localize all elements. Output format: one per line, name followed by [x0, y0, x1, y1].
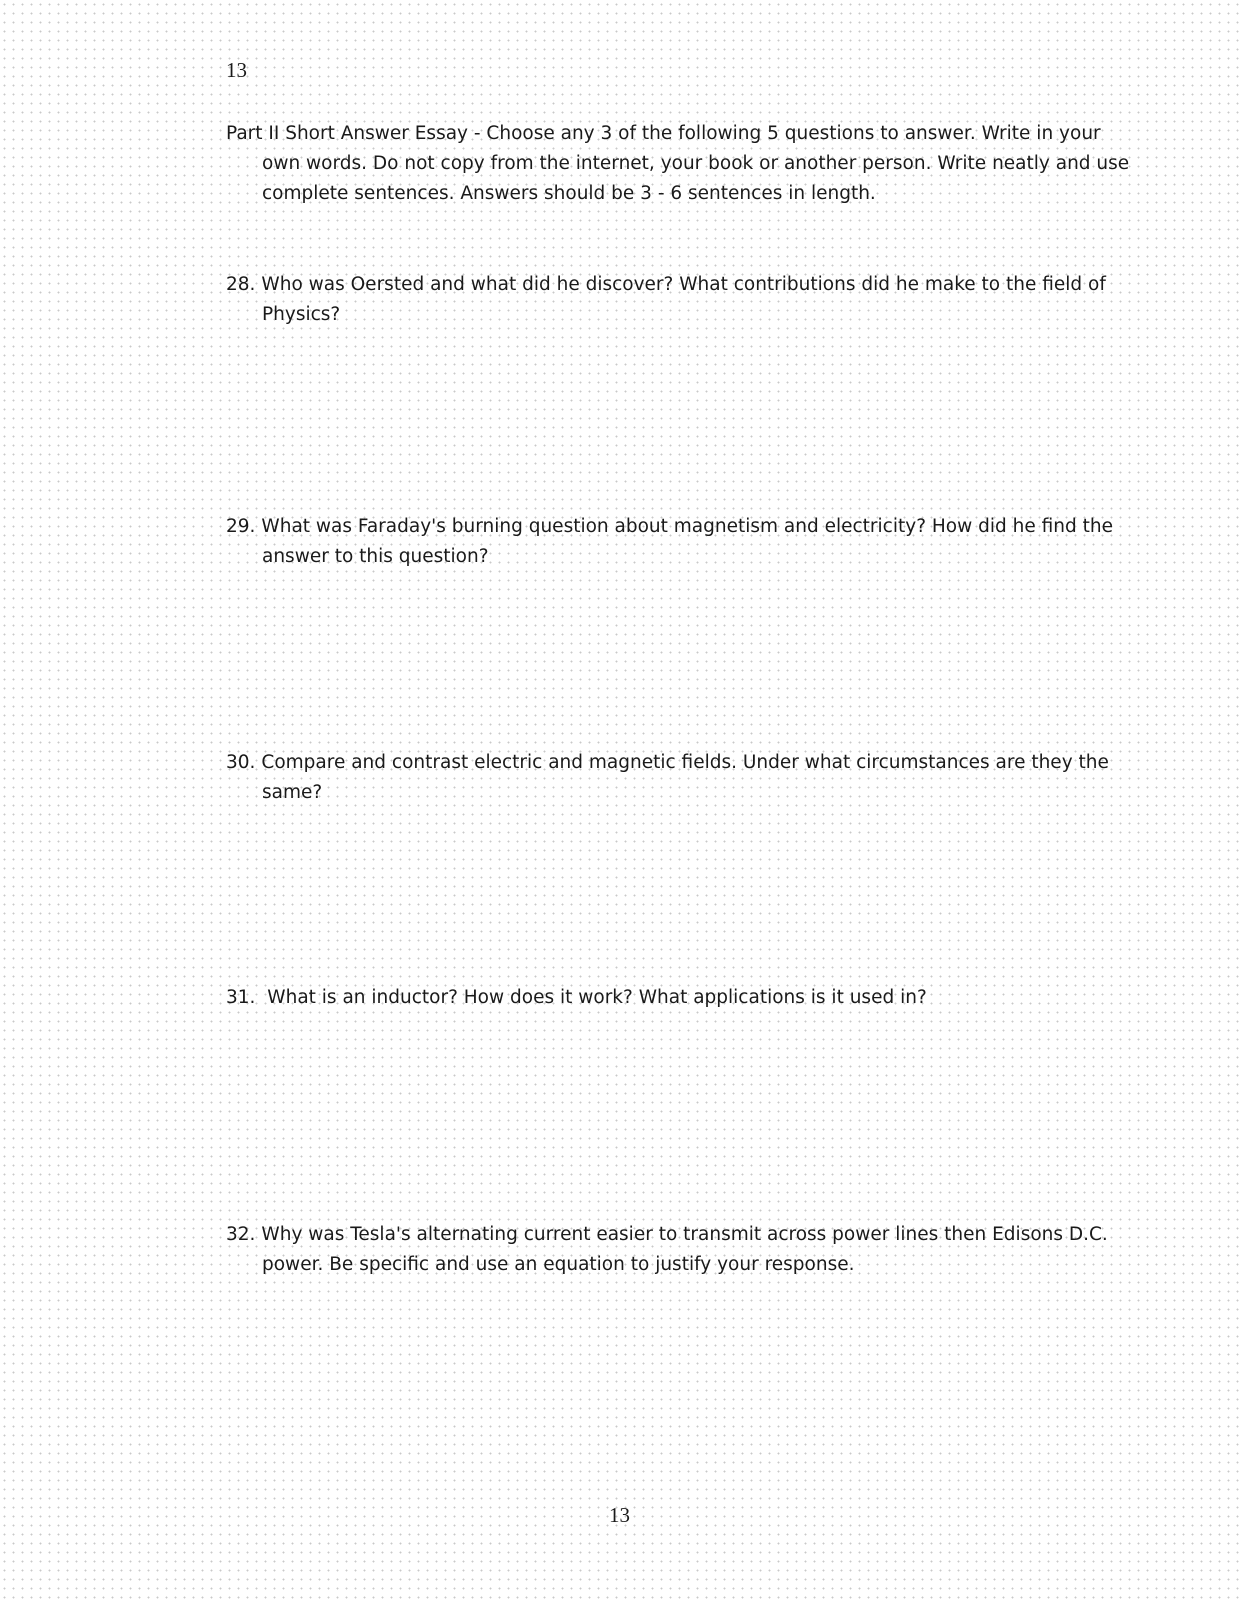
question-text: What was Faraday's burning question about magnetism and electricity? How did he find the answer to this question? — [261, 516, 1113, 567]
header-page-number: 13 — [226, 58, 247, 82]
question-number: 28. — [226, 274, 256, 295]
part-ii-instructions: Part II Short Answer Essay - Choose any 3 of the following 5 questions to answer. Write in your own words. Do not copy from the internet, your book or another person. Write neatly and use complete sentences. Answers should be 3 - 6 sentences in length. — [226, 123, 1130, 204]
question-32 — [226, 1220, 1142, 1280]
question-30 — [226, 748, 1142, 808]
question-28 — [226, 270, 1142, 330]
question-number: 32. — [226, 1224, 256, 1245]
question-number: 31. — [226, 987, 256, 1008]
footer-page-number: 13 — [609, 1503, 630, 1527]
question-text: What is an inductor? How does it work? What applications is it used in? — [261, 987, 927, 1008]
question-text: Why was Tesla's alternating current easier to transmit across power lines then Edisons D.C. power. Be specific and use an equation to justify your response. — [261, 1224, 1108, 1275]
question-29 — [226, 512, 1142, 572]
question-31 — [226, 983, 1142, 1013]
question-text: Compare and contrast electric and magnetic fields. Under what circumstances are they the same? — [261, 752, 1109, 803]
question-text: Who was Oersted and what did he discover? What contributions did he make to the field of Physics? — [261, 274, 1106, 325]
question-number: 30. — [226, 752, 256, 773]
question-number: 29. — [226, 516, 256, 537]
